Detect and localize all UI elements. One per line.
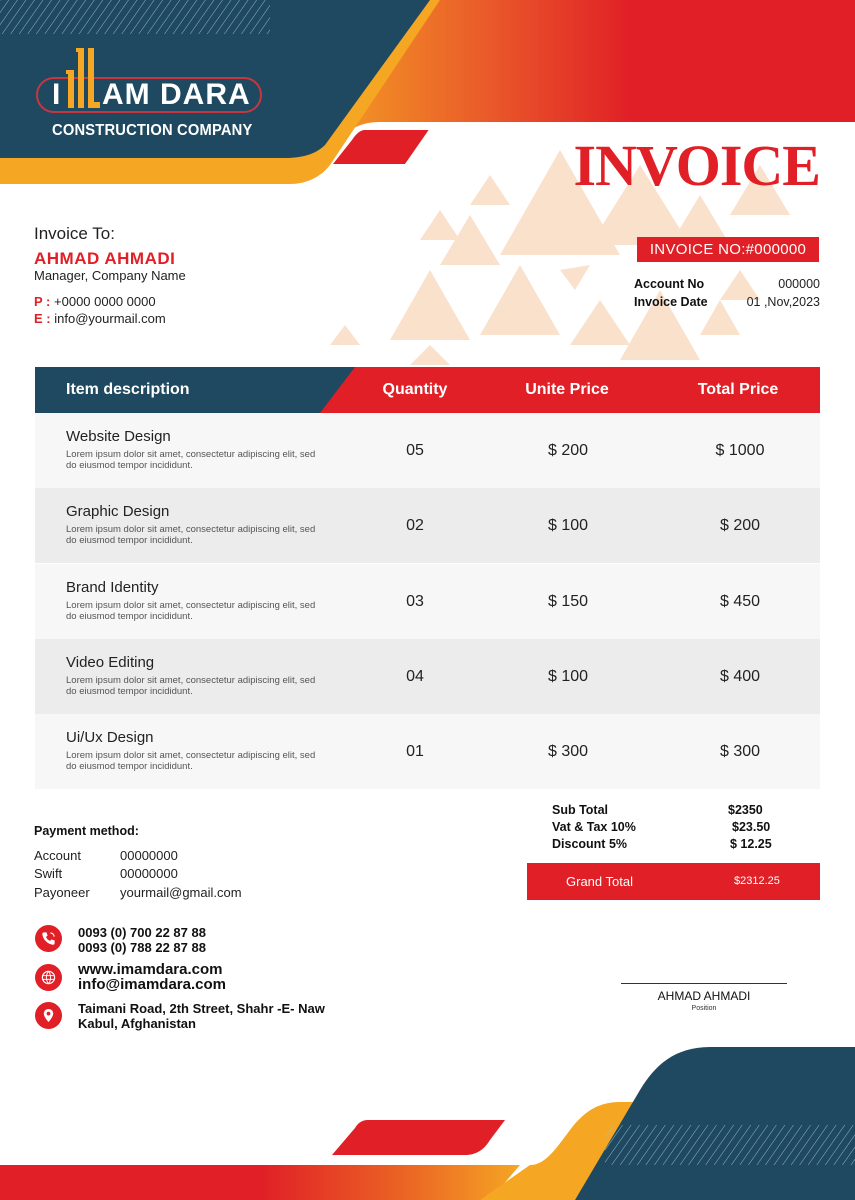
contact-website[interactable]: www.imamdara.com <box>78 961 223 978</box>
subtotal-value: $2350 <box>728 803 763 817</box>
invoice-date-row <box>634 295 820 309</box>
bottom-red-parallelogram <box>332 1120 505 1155</box>
tax-value: $23.50 <box>732 820 771 834</box>
item-unit-price: $ 100 <box>547 668 589 685</box>
address-line-1: Taimani Road, 2th Street, Shahr -E- Naw <box>78 1001 325 1016</box>
tax-row <box>552 820 774 834</box>
table-row <box>35 714 820 789</box>
item-total-price: $ 300 <box>719 743 761 760</box>
table-row <box>35 488 820 563</box>
subtotal-row <box>552 803 774 817</box>
header-total-price: Total Price <box>697 381 779 398</box>
contact-email[interactable]: info@imamdara.com <box>78 976 226 993</box>
item-total-price: $ 400 <box>719 668 761 685</box>
item-quantity: 04 <box>406 668 424 685</box>
item-quantity: 02 <box>406 517 424 534</box>
bottom-red-band <box>0 1165 520 1200</box>
address-line-2: Kabul, Afghanistan <box>78 1016 196 1031</box>
payment-label: Swift <box>34 866 63 881</box>
contact-phones <box>78 925 206 955</box>
building-bars-icon <box>66 44 102 110</box>
invoice-number-badge: INVOICE NO:#000000 <box>637 237 819 262</box>
item-description: Lorem ipsum dolor sit amet, consectetur adipiscing elit, sed do eiusmod tempor incididunt. <box>66 675 316 697</box>
item-unit-price: $ 100 <box>547 517 589 534</box>
header-item-description: Item description <box>66 381 190 398</box>
item-title: Brand Identity <box>66 579 159 596</box>
item-title: Graphic Design <box>66 503 170 520</box>
phone-value: +0000 0000 0000 <box>54 294 156 309</box>
subtotal-label: Sub Total <box>552 803 609 817</box>
account-no-row <box>634 277 820 291</box>
account-no-value: 000000 <box>778 277 820 291</box>
discount-row <box>552 837 774 851</box>
document-title: INVOICE <box>573 133 820 198</box>
item-quantity: 05 <box>406 442 424 459</box>
item-description: Lorem ipsum dolor sit amet, consectetur adipiscing elit, sed do eiusmod tempor incididunt. <box>66 600 316 622</box>
grand-total-label: Grand Total <box>566 874 633 889</box>
payment-value: 00000000 <box>120 848 178 863</box>
payment-row <box>34 866 178 881</box>
item-title: Ui/Ux Design <box>66 729 154 746</box>
client-role: Manager, Company Name <box>34 268 186 283</box>
client-email <box>34 311 166 326</box>
payment-value: yourmail@gmail.com <box>120 885 242 900</box>
item-total-price: $ 200 <box>719 517 761 534</box>
item-unit-price: $ 300 <box>547 743 589 760</box>
invoice-to-label: Invoice To: <box>34 224 115 243</box>
email-value: info@yourmail.com <box>54 311 166 326</box>
table-row <box>35 639 820 714</box>
item-quantity: 03 <box>406 593 424 610</box>
header-quantity: Quantity <box>382 381 448 398</box>
client-name: AHMAD AHMADI <box>34 249 176 268</box>
location-pin-icon <box>35 1002 62 1029</box>
contact-web <box>78 962 226 992</box>
payment-method-title: Payment method: <box>34 824 139 838</box>
payment-row <box>34 885 242 900</box>
invoice-date-label: Invoice Date <box>634 295 708 309</box>
email-key: E : <box>34 311 51 326</box>
account-no-label: Account No <box>634 277 705 291</box>
payment-label: Payoneer <box>34 885 90 900</box>
item-quantity: 01 <box>406 743 424 760</box>
phone-key: P : <box>34 294 51 309</box>
grand-total-bar <box>527 863 820 900</box>
signature-position: Position <box>691 1005 717 1012</box>
discount-value: $ 12.25 <box>730 837 772 851</box>
company-logo <box>36 44 266 144</box>
item-title: Website Design <box>66 428 171 445</box>
signature-line <box>621 983 787 984</box>
header-unit-price: Unite Price <box>525 381 609 398</box>
contact-phone-1: 0093 (0) 700 22 87 88 <box>78 925 206 940</box>
table-header <box>35 367 820 413</box>
payment-label: Account <box>34 848 81 863</box>
signature-name: AHMAD AHMADI <box>657 989 751 1003</box>
logo-prefix: I <box>52 78 61 111</box>
table-row <box>35 413 820 488</box>
phone-icon <box>35 925 62 952</box>
payment-row <box>34 848 178 863</box>
company-subtitle: CONSTRUCTION COMPANY <box>52 122 253 139</box>
payment-value: 00000000 <box>120 866 178 881</box>
item-description: Lorem ipsum dolor sit amet, consectetur adipiscing elit, sed do eiusmod tempor incididunt. <box>66 449 316 471</box>
item-unit-price: $ 200 <box>547 442 589 459</box>
item-description: Lorem ipsum dolor sit amet, consectetur adipiscing elit, sed do eiusmod tempor incididunt. <box>66 524 316 546</box>
item-title: Video Editing <box>66 654 155 671</box>
contact-address <box>78 1001 325 1031</box>
item-unit-price: $ 150 <box>547 593 589 610</box>
company-name: AM DARA <box>102 78 251 111</box>
item-description: Lorem ipsum dolor sit amet, consectetur adipiscing elit, sed do eiusmod tempor incididunt. <box>66 750 316 772</box>
tax-label: Vat & Tax 10% <box>552 820 636 834</box>
invoice-date-value: 01 ,Nov,2023 <box>746 295 820 309</box>
item-total-price: $ 1000 <box>715 442 765 459</box>
contact-phone-2: 0093 (0) 788 22 87 88 <box>78 940 206 955</box>
discount-label: Discount 5% <box>552 837 628 851</box>
globe-icon <box>35 964 62 991</box>
grand-total-value: $2312.25 <box>734 875 780 887</box>
client-phone <box>34 294 156 309</box>
item-total-price: $ 450 <box>719 593 761 610</box>
table-row <box>35 564 820 639</box>
